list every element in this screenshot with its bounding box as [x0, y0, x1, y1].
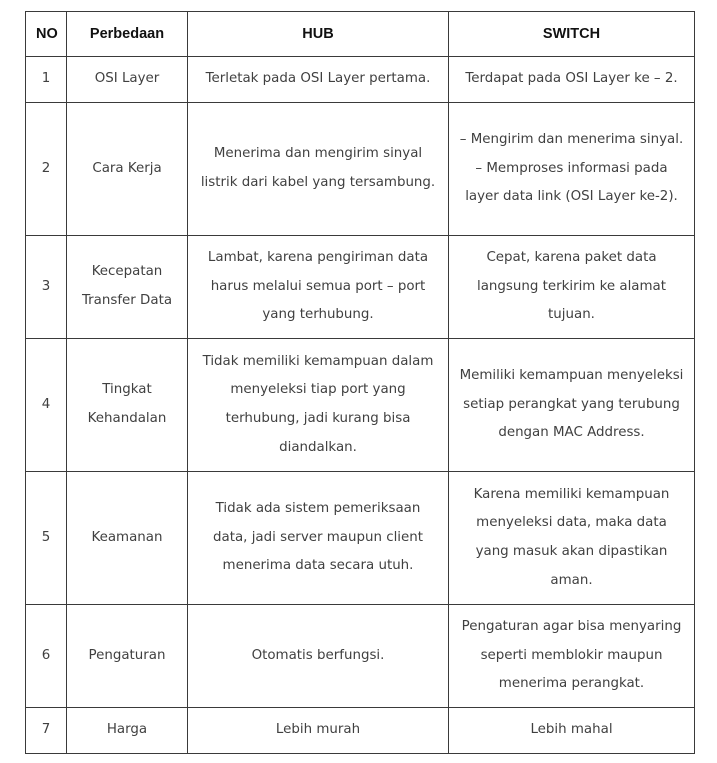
hub-cell: Lambat, karena pengiriman data harus melalui semua port – port yang terhubung.	[188, 236, 449, 339]
hub-cell: Lebih murah	[188, 708, 449, 754]
difference-cell: Harga	[67, 708, 188, 754]
table-row	[26, 236, 695, 339]
table-row	[26, 708, 695, 754]
row-number: 6	[26, 605, 67, 708]
hub-cell: Tidak ada sistem pemeriksaan data, jadi server maupun client menerima data secara utuh.	[188, 472, 449, 605]
header-no: NO	[26, 12, 67, 57]
row-number: 3	[26, 236, 67, 339]
difference-cell: Cara Kerja	[67, 103, 188, 236]
hub-cell: Menerima dan mengirim sinyal listrik dari kabel yang tersambung.	[188, 103, 449, 236]
hub-cell: Tidak memiliki kemampuan dalam menyeleksi tiap port yang terhubung, jadi kurang bisa diandalkan.	[188, 339, 449, 472]
row-number: 4	[26, 339, 67, 472]
table-row	[26, 103, 695, 236]
header-switch: SWITCH	[449, 12, 695, 57]
row-number: 2	[26, 103, 67, 236]
hub-cell: Terletak pada OSI Layer pertama.	[188, 57, 449, 103]
table-row	[26, 57, 695, 103]
switch-cell: Memiliki kemampuan menyeleksi setiap perangkat yang terubung dengan MAC Address.	[449, 339, 695, 472]
header-hub: HUB	[188, 12, 449, 57]
table-row	[26, 605, 695, 708]
row-number: 1	[26, 57, 67, 103]
hub-cell: Otomatis berfungsi.	[188, 605, 449, 708]
switch-cell: Pengaturan agar bisa menyaring seperti memblokir maupun menerima perangkat.	[449, 605, 695, 708]
switch-cell-line: – Mengirim dan menerima sinyal.	[459, 131, 684, 147]
table-row	[26, 472, 695, 605]
difference-cell: Pengaturan	[67, 605, 188, 708]
difference-cell: OSI Layer	[67, 57, 188, 103]
switch-cell	[449, 103, 695, 236]
switch-cell: Terdapat pada OSI Layer ke – 2.	[449, 57, 695, 103]
comparison-table	[25, 11, 695, 754]
difference-cell: Keamanan	[67, 472, 188, 605]
difference-cell: Kecepatan Transfer Data	[67, 236, 188, 339]
switch-cell: Cepat, karena paket data langsung terkirim ke alamat tujuan.	[449, 236, 695, 339]
table-header-row	[26, 12, 695, 57]
switch-cell: Lebih mahal	[449, 708, 695, 754]
row-number: 5	[26, 472, 67, 605]
header-difference: Perbedaan	[67, 12, 188, 57]
row-number: 7	[26, 708, 67, 754]
switch-cell-line: – Memproses informasi pada layer data link (OSI Layer ke-2).	[465, 160, 678, 205]
table-row	[26, 339, 695, 472]
difference-cell: Tingkat Kehandalan	[67, 339, 188, 472]
switch-cell: Karena memiliki kemampuan menyeleksi data, maka data yang masuk akan dipastikan aman.	[449, 472, 695, 605]
